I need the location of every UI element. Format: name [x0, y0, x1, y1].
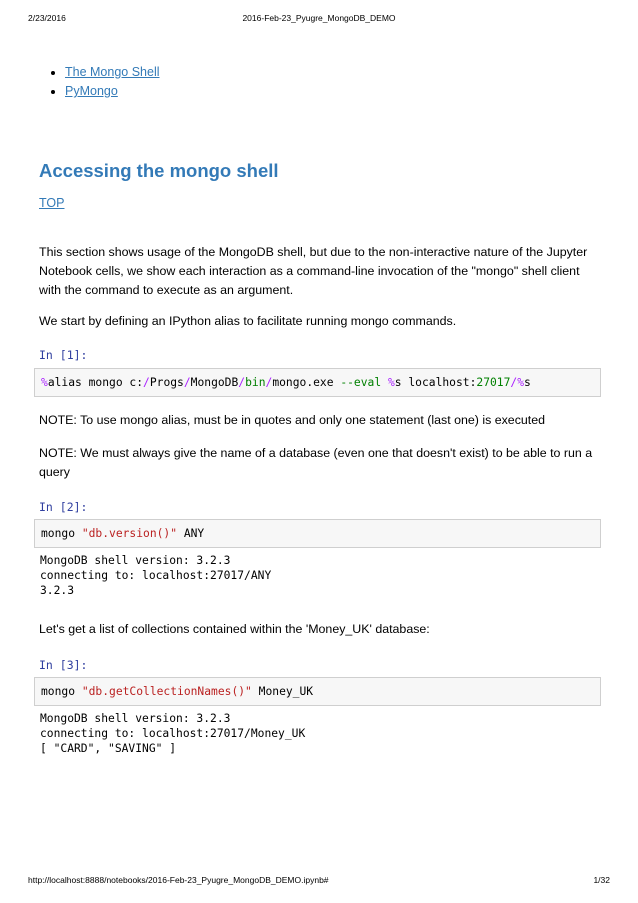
cell-3-prompt: In [3]: [39, 658, 88, 672]
output-line: connecting to: localhost:27017/Money_UK [40, 727, 306, 740]
note-1-paragraph: NOTE: To use mongo alias, must be in quotes and only one statement (last one) is executed [39, 413, 546, 427]
intro-paragraph: This section shows usage of the MongoDB shell, but due to the non-interactive nature of the Jupyter Notebook cells, we show each interaction as a command-line invocation of the "mongo" shell client with the command to execute as an argument. [39, 245, 588, 297]
output-line: [ "CARD", "SAVING" ] [40, 742, 177, 755]
code-token: --eval [340, 376, 382, 389]
code-token: / [265, 376, 273, 389]
collections-paragraph: Let's get a list of collections contained within the 'Money_UK' database: [39, 622, 430, 636]
code-token: alias mongo c: [47, 376, 144, 389]
code-token: / [143, 376, 150, 389]
cell-3-output [40, 711, 305, 756]
code-token: MongoDB [190, 376, 239, 389]
code-token: / [183, 376, 191, 389]
output-line: 3.2.3 [40, 584, 75, 597]
code-token: ANY [177, 527, 205, 540]
table-of-contents [47, 63, 160, 101]
code-token: % [387, 376, 395, 389]
code-token: % [517, 376, 525, 389]
toc-link-mongo-shell[interactable]: The Mongo Shell [65, 65, 160, 79]
code-token: "db.version()" [81, 527, 178, 540]
print-date: 2/23/2016 [28, 13, 66, 23]
page-number: 1/32 [593, 875, 610, 885]
code-token: "db.getCollectionNames()" [81, 685, 252, 698]
code-token: mongo [41, 527, 82, 540]
code-token: % [41, 376, 48, 389]
toc-item [65, 63, 160, 82]
output-line: connecting to: localhost:27017/ANY [40, 569, 272, 582]
code-token: mongo [41, 685, 82, 698]
cell-2-output [40, 553, 271, 598]
top-link[interactable]: TOP [39, 196, 65, 210]
output-line: MongoDB shell version: 3.2.3 [40, 712, 231, 725]
section-heading: Accessing the mongo shell [39, 160, 279, 181]
alias-paragraph: We start by defining an IPython alias to facilitate running mongo commands. [39, 314, 457, 328]
code-token: mongo.exe [272, 376, 341, 389]
print-url: http://localhost:8888/notebooks/2016-Feb-23_Pyugre_MongoDB_DEMO.ipynb# [28, 875, 329, 885]
code-token: / [510, 376, 518, 389]
toc-item [65, 82, 160, 101]
code-token [381, 376, 388, 389]
toc-link-pymongo[interactable]: PyMongo [65, 84, 118, 98]
code-token: 27017 [476, 376, 511, 389]
cell-2-prompt: In [2]: [39, 500, 88, 514]
code-token: / [238, 376, 246, 389]
cell-2-code[interactable] [34, 519, 601, 548]
code-token: bin [245, 376, 266, 389]
code-token: Progs [149, 376, 184, 389]
code-token: s localhost: [394, 376, 477, 389]
cell-3-code[interactable] [34, 677, 601, 706]
cell-1-code[interactable] [34, 368, 601, 397]
note-2-paragraph: NOTE: We must always give the name of a database (even one that doesn't exist) to be able to run a query [39, 446, 593, 479]
cell-1-prompt: In [1]: [39, 348, 88, 362]
code-token: Money_UK [251, 685, 314, 698]
code-token: s [524, 376, 531, 389]
print-title: 2016-Feb-23_Pyugre_MongoDB_DEMO [242, 13, 396, 23]
output-line: MongoDB shell version: 3.2.3 [40, 554, 231, 567]
